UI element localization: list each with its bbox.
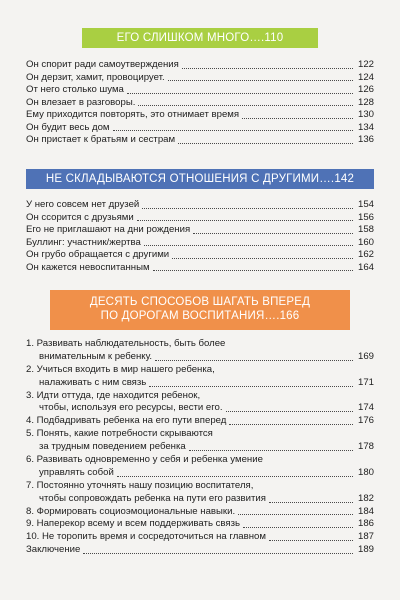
- toc-entry-row: [26, 493, 374, 506]
- toc-entry-title: внимательным к ребенку.: [39, 350, 153, 362]
- dot-leader: [138, 104, 353, 106]
- toc-entry-title: Он спорит ради самоутверждения: [26, 59, 179, 70]
- toc-entry-row: [26, 441, 374, 454]
- toc-entry-title: за трудным поведением ребенка: [39, 441, 186, 453]
- dot-leader: [269, 501, 353, 503]
- toc-page-number: 136: [357, 134, 374, 145]
- toc-entry-title: управлять собой: [39, 466, 114, 478]
- toc-entry-row: [26, 122, 374, 135]
- toc-entry-title: 1. Развивать наблюдательность, быть более: [26, 338, 226, 349]
- toc-page-number: 184: [357, 505, 374, 517]
- toc-entry-title: чтобы, используя его ресурсы, вести его.: [39, 402, 223, 414]
- toc-page-number: 169: [357, 350, 374, 362]
- dot-leader: [149, 385, 353, 387]
- dot-leader: [229, 423, 353, 425]
- toc-entry-title: 7. Постоянно уточнять нашу позицию воспитателя,: [26, 479, 254, 491]
- toc-entry-row: [26, 199, 374, 212]
- toc-entry-title: Его не приглашают на дни рождения: [26, 224, 191, 235]
- toc-entry-title: Буллинг: участник/жертва: [26, 236, 141, 248]
- toc-page-number: 171: [357, 376, 374, 388]
- toc-entry-title: 4. Подбадривать ребенка на его пути вперед: [26, 415, 227, 427]
- toc-page-number: 154: [357, 199, 374, 210]
- toc-page-number: 134: [357, 121, 374, 133]
- toc-entry-title: Он ссорится с друзьями: [26, 211, 134, 223]
- dot-leader: [127, 92, 353, 94]
- toc-entry-row: [26, 506, 374, 519]
- dot-leader: [155, 359, 353, 361]
- section-list-too-much: [26, 59, 374, 147]
- toc-page-number: 156: [357, 211, 374, 223]
- toc-entry-row: [26, 212, 374, 225]
- toc-page-number: 186: [357, 518, 374, 530]
- section-heading-ten-ways: [50, 290, 350, 330]
- toc-entry-title: Он пристает к братьям и сестрам: [26, 134, 176, 145]
- toc-page-number: 162: [357, 249, 374, 260]
- toc-entry-title: 2. Учиться входить в мир нашего ребенка,: [26, 363, 215, 375]
- toc-page-number: 122: [357, 59, 374, 70]
- dot-leader: [137, 219, 353, 221]
- toc-entry-row: [26, 467, 374, 480]
- toc-entry-row: [26, 237, 374, 250]
- toc-entry-row: [26, 59, 374, 72]
- toc-entry-title: Ему приходится повторять, это отнимает время: [26, 109, 240, 120]
- toc-entry-row: [26, 84, 374, 97]
- toc-entry-title: 5. Понять, какие потребности скрываются: [26, 428, 213, 440]
- toc-page-number: 164: [357, 261, 374, 273]
- dot-leader: [182, 67, 353, 69]
- dot-leader: [178, 142, 353, 144]
- toc-entry-title: От него столько шума: [26, 84, 124, 95]
- toc-entry-row: [26, 262, 374, 275]
- dot-leader: [83, 552, 353, 554]
- toc-entry-row: [26, 134, 374, 147]
- toc-entry-title: 9. Наперекор всему и всем поддерживать связь: [26, 518, 240, 530]
- toc-entry-title: Он дерзит, хамит, провоцирует.: [26, 71, 165, 83]
- dot-leader: [269, 539, 353, 541]
- dot-leader: [243, 526, 353, 528]
- toc-page-number: 128: [357, 96, 374, 108]
- toc-entry-row: [26, 224, 374, 237]
- toc-entry-title: чтобы сопровождать ребенка на пути его развития: [39, 492, 266, 504]
- toc-entry-title: Он будит весь дом: [26, 121, 110, 133]
- toc-page-number: 124: [357, 71, 374, 83]
- dot-leader: [193, 232, 353, 234]
- toc-entry-row: [26, 249, 374, 262]
- toc-entry-title: Он грубо обращается с другими: [26, 249, 170, 260]
- toc-entry-title: налаживать с ним связь: [39, 376, 147, 388]
- toc-entry-title: Он кажется невоспитанным: [26, 261, 150, 273]
- toc-page-number: 189: [357, 544, 374, 556]
- toc-page-number: 174: [357, 402, 374, 414]
- toc-page-number: 176: [357, 415, 374, 427]
- dot-leader: [117, 475, 353, 477]
- toc-entry-row: [26, 518, 374, 531]
- section-heading-line-2: ПО ДОРОГАМ ВОСПИТАНИЯ….166: [100, 310, 300, 322]
- dot-leader: [168, 79, 353, 81]
- toc-entry-row: [26, 415, 374, 428]
- toc-entry-row: [26, 109, 374, 122]
- toc-entry-row: [26, 544, 374, 557]
- dot-leader: [144, 244, 353, 246]
- toc-page-number: 180: [357, 466, 374, 478]
- dot-leader: [113, 129, 353, 131]
- toc-entry-row: [26, 97, 374, 110]
- toc-page-number: 187: [357, 531, 374, 543]
- toc-page-number: 126: [357, 84, 374, 95]
- dot-leader: [189, 449, 353, 451]
- toc-page-number: 178: [357, 441, 374, 453]
- toc-page-number: 130: [357, 109, 374, 120]
- toc-entry-title: У него совсем нет друзей: [26, 199, 140, 210]
- toc-entry-title: Он влезает в разговоры.: [26, 96, 136, 108]
- section-list-relationships: [26, 199, 374, 274]
- toc-entry-title: 8. Формировать социоэмоциональные навыки.: [26, 505, 236, 517]
- section-heading-line-1: ДЕСЯТЬ СПОСОБОВ ШАГАТЬ ВПЕРЕД: [89, 296, 311, 308]
- dot-leader: [242, 117, 353, 119]
- dot-leader: [238, 513, 353, 515]
- toc-entry-row: [26, 402, 374, 415]
- toc-entry-title: 6. Развивать одновременно у себя и ребенка умение: [26, 454, 263, 466]
- dot-leader: [142, 207, 353, 209]
- section-heading-relationships: НЕ СКЛАДЫВАЮТСЯ ОТНОШЕНИЯ С ДРУГИМИ….142: [26, 169, 374, 189]
- toc-entry-title: 3. Идти оттуда, где находится ребенок,: [26, 389, 201, 401]
- toc-entry-row: [26, 531, 374, 544]
- section-heading-too-much: ЕГО СЛИШКОМ МНОГО….110: [82, 28, 318, 48]
- toc-entry-title: Заключение: [26, 544, 81, 556]
- toc-page-number: 182: [357, 492, 374, 504]
- dot-leader: [153, 269, 353, 271]
- dot-leader: [226, 410, 353, 412]
- section-list-ten-ways: [26, 338, 374, 557]
- toc-entry-row: [26, 351, 374, 364]
- dot-leader: [172, 257, 353, 259]
- toc-page-number: 158: [357, 224, 374, 235]
- toc-entry-row: [26, 72, 374, 85]
- toc-page-number: 160: [357, 236, 374, 248]
- toc-entry-title: 10. Не торопить время и сосредоточиться на главном: [26, 531, 266, 543]
- toc-entry-row: [26, 377, 374, 390]
